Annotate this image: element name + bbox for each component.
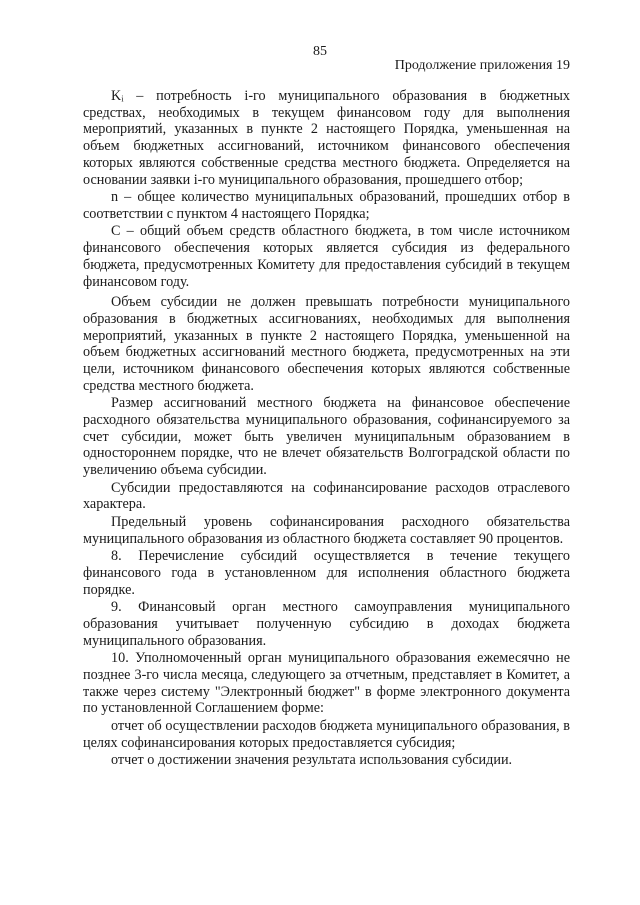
paragraph-item-8: 8. Перечисление субсидий осуществляется в течение текущего финансового года в установленном для исполнения областного бюджета порядке. [83,548,570,598]
paragraph-report-expenses: отчет об осуществлении расходов бюджета муниципального образования, в целях софинансирования которых предоставляется субсидия; [83,718,570,751]
paragraph-item-9: 9. Финансовый орган местного самоуправления муниципального образования учитывает полученную субсидию в доходах бюджета муниципального образования. [83,599,570,649]
document-body [83,88,570,770]
page-number: 85 [313,44,327,59]
paragraph-subsidy-limit: Объем субсидии не должен превышать потребности муниципального образования в бюджетных ассигнованиях, необходимых для выполнения мероприятий, указанных в пункте 2 настоящего Порядка, уменьшенной на объем бюджетных ассигнований местного бюджета, предусмотренных на эти цели, источником финансового обеспечения которых являются собственные средства местного бюджета. [83,294,570,394]
paragraph-item-10: 10. Уполномоченный орган муниципального образования ежемесячно не позднее 3-го числа месяца, следующего за отчетным, представляет в Комитет, а также через систему "Электронный бюджет" в форме электронного документа по установленной Соглашением форме: [83,650,570,717]
header-note: Продолжение приложения 19 [394,58,570,73]
paragraph-c-definition: С – общий объем средств областного бюджета, в том числе источником финансового обеспечения которых является субсидия из федерального бюджета, предусмотренных Комитету для предоставления субсидий в текущем финансовом году. [83,223,570,290]
paragraph-local-budget-size: Размер ассигнований местного бюджета на финансовое обеспечение расходного обязательства муниципального образования, софинансируемого за счет субсидии, может быть увеличен муниципальным образованием в одностороннем порядке, что не влечет обязательств Волгоградской области по увеличению объема субсидии. [83,395,570,479]
paragraph-ki-definition: Kᵢ – потребность i-го муниципального образования в бюджетных средствах, необходимых в текущем финансовом году для выполнения мероприятий, указанных в пункте 2 настоящего Порядка, уменьшенная на объем бюджетных ассигнований, источником финансового обеспечения которых являются собственные средства местного бюджета. Определяется на основании заявки i-го муниципального образования, прошедшего отбор; [83,88,570,188]
paragraph-cofinancing-limit: Предельный уровень софинансирования расходного обязательства муниципального образования из областного бюджета составляет 90 процентов. [83,514,570,547]
paragraph-subsidy-purpose: Субсидии предоставляются на софинансирование расходов отраслевого характера. [83,479,570,513]
paragraph-report-results: отчет о достижении значения результата использования субсидии. [111,752,513,769]
paragraph-n-definition: n – общее количество муниципальных образований, прошедших отбор в соответствии с пунктом 4 настоящего Порядка; [83,189,570,222]
